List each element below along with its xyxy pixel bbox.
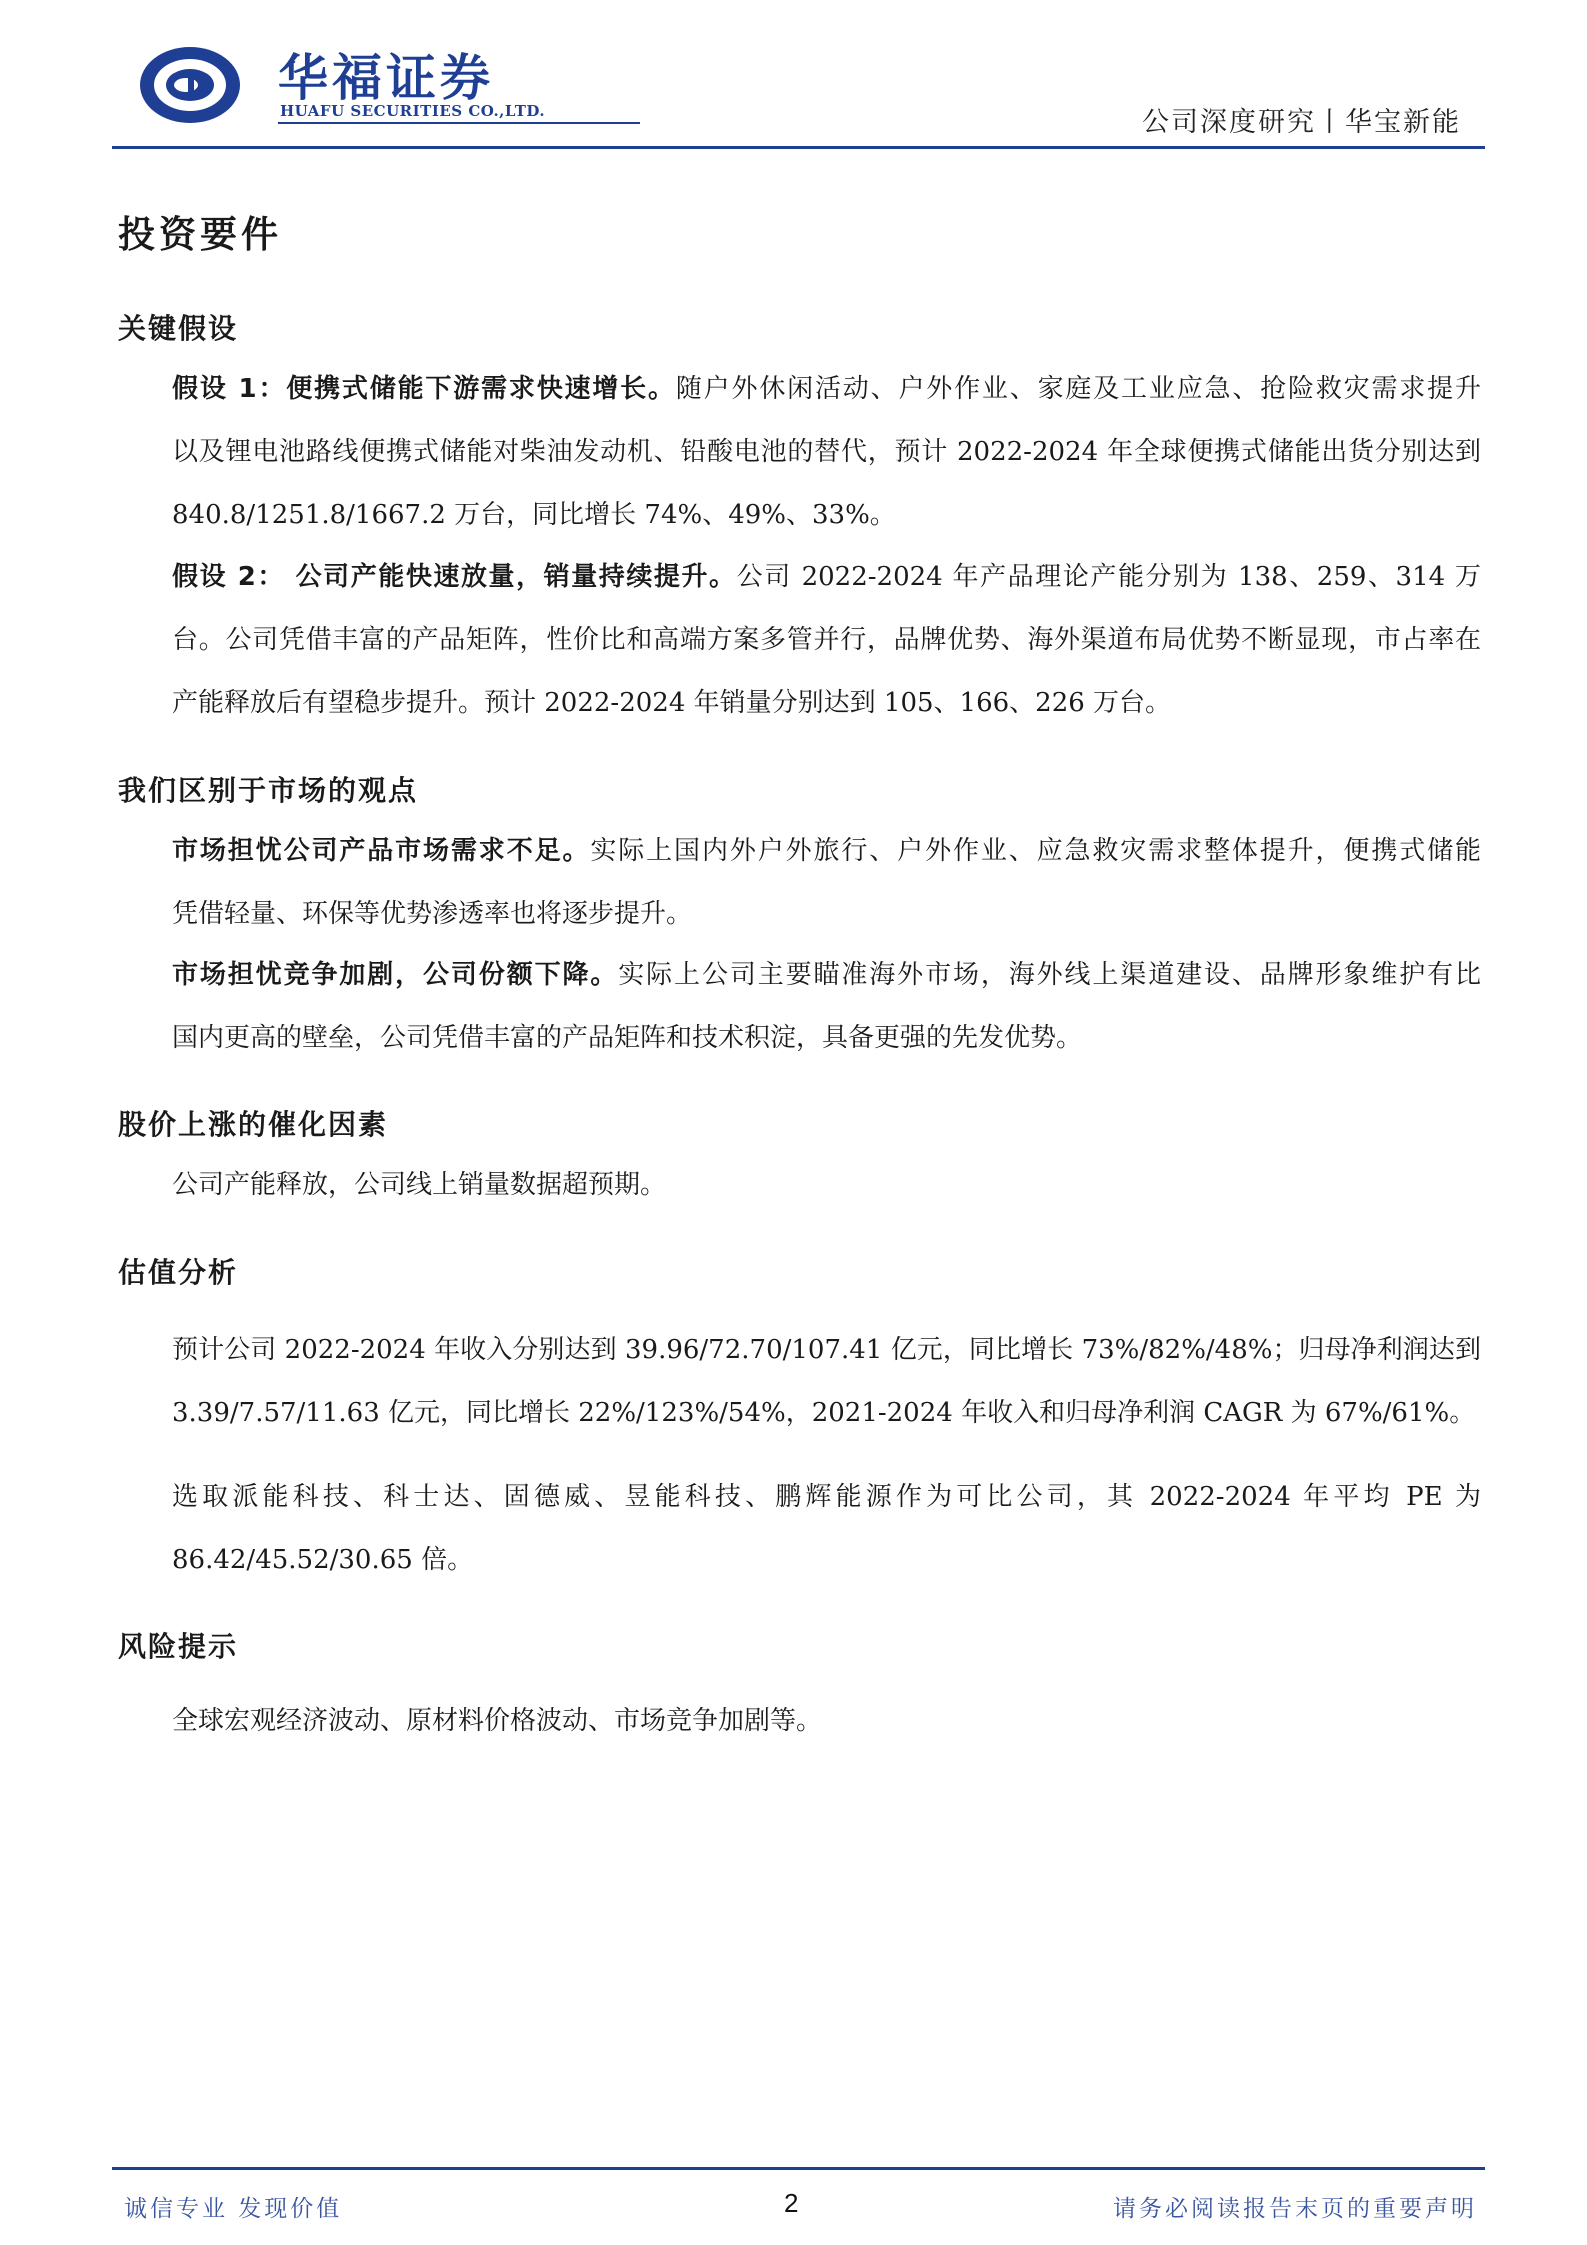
catalysts-text: 公司产能释放，公司线上销量数据超预期。 [172,1170,667,1200]
view-1-lead: 市场担忧公司产品市场需求不足。 [172,836,591,866]
view-2-lead: 市场担忧竞争加剧，公司份额下降。 [172,960,619,990]
assumption-1-line-2: 以及锂电池路线便携式储能对柴油发动机、铅酸电池的替代，预计 2022-2024 年全球便携式储能出货分别达到 [172,437,1481,467]
assumption-2-line-2: 台。公司凭借丰富的产品矩阵，性价比和高端方案多管并行，品牌优势、海外渠道布局优势不断显现，市占率在 [172,625,1481,655]
assumption-2-lead: 假设 2： 公司产能快速放量，销量持续提升。 [172,562,737,592]
huafu-logo-icon [138,44,242,126]
assumption-1-lead: 假设 1：便携式储能下游需求快速增长。 [172,374,676,404]
valuation-line-2: 3.39/7.57/11.63 亿元，同比增长 22%/123%/54%，2021-2024 年收入和归母净利润 CAGR 为 67%/61%。 [172,1398,1476,1428]
logo-underline [278,122,640,124]
differentiated-view-heading: 我们区别于市场的观点 [118,774,419,807]
view-2-line-2: 国内更高的壁垒，公司凭借丰富的产品矩阵和技术积淀，具备更强的先发优势。 [172,1023,1083,1053]
valuation-paragraph-1 [118,1319,1481,1445]
report-tag: 公司深度研究丨华宝新能 [1142,107,1461,138]
view-1-line-2: 凭借轻量、环保等优势渗透率也将逐步提升。 [172,899,693,929]
footer-disclaimer-note: 请务必阅读报告末页的重要声明 [1113,2196,1477,2222]
view-2-text: 实际上公司主要瞄准海外市场，海外线上渠道建设、品牌形象维护有比 [618,960,1481,990]
catalysts-heading: 股价上涨的催化因素 [118,1108,389,1141]
valuation-line-3: 选取派能科技、科士达、固德威、昱能科技、鹏辉能源作为可比公司，其 2022-2024 年平均 PE 为 [172,1482,1481,1512]
view-1-text: 实际上国内外户外旅行、户外作业、应急救灾需求整体提升，便携式储能 [590,836,1481,866]
page-number: 2 [784,2188,799,2218]
view-2-paragraph [118,944,1481,1070]
logo-english-name: HUAFU SECURITIES CO.,LTD. [280,102,546,120]
page-title: 投资要件 [118,213,282,256]
page-header [112,30,1485,150]
logo-chinese-name: 华福证券 [278,49,494,107]
risks-text: 全球宏观经济波动、原材料价格波动、市场竞争加剧等。 [172,1706,823,1736]
key-assumptions-heading: 关键假设 [118,312,239,345]
footer-divider [112,2167,1485,2170]
header-divider [112,146,1485,149]
view-1-paragraph [118,820,1481,946]
valuation-line-4: 86.42/45.52/30.65 倍。 [172,1545,474,1575]
footer-slogan: 诚信专业 发现价值 [124,2196,343,2222]
assumption-2-text: 公司 2022-2024 年产品理论产能分别为 138、259、314 万 [736,562,1482,592]
risks-heading: 风险提示 [118,1630,239,1663]
valuation-paragraph-2 [118,1466,1481,1592]
risks-paragraph [118,1690,1481,1753]
valuation-line-1: 预计公司 2022-2024 年收入分别达到 39.96/72.70/107.41 亿元，同比增长 73%/82%/48%；归母净利润达到 [172,1335,1481,1365]
assumption-2-paragraph [118,546,1481,735]
assumption-2-line-3: 产能释放后有望稳步提升。预计 2022-2024 年销量分别达到 105、166、226 万台。 [172,688,1172,718]
assumption-1-line-3: 840.8/1251.8/1667.2 万台，同比增长 74%、49%、33%。 [172,500,896,530]
assumption-1-text: 随户外休闲活动、户外作业、家庭及工业应急、抢险救灾需求提升 [675,374,1481,404]
catalysts-paragraph [118,1154,1481,1217]
assumption-1-paragraph [118,358,1481,547]
valuation-heading: 估值分析 [118,1256,239,1289]
